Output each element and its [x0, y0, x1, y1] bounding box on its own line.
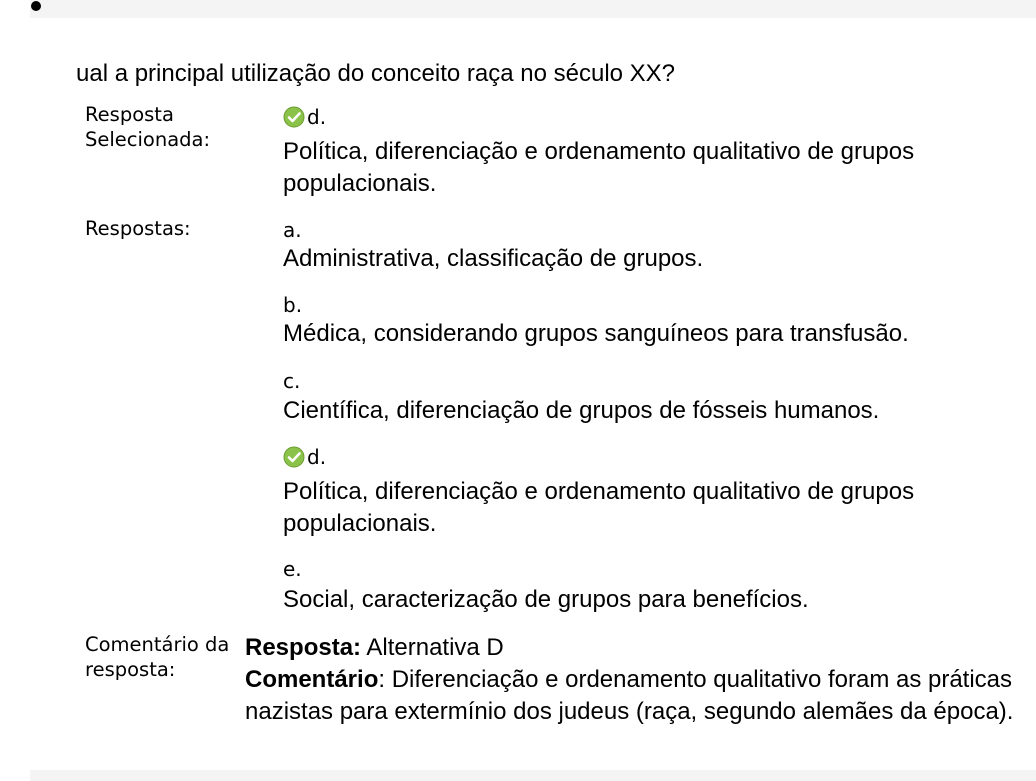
selected-answer-text: Política, diferenciação e ordenamento qualitativo de grupos populacionais. [283, 138, 915, 197]
feedback-answer-value: Alternativa D [361, 634, 504, 661]
answer-a-text: Administrativa, classificação de grupos. [283, 245, 704, 272]
feedback-answer-heading: Resposta: [245, 634, 362, 661]
list-bullet [31, 1, 41, 11]
question-text: ual a principal utilização do conceito raça no século XX? [76, 60, 676, 87]
answer-b-text: Médica, considerando grupos sanguíneos para transfusão. [283, 320, 909, 347]
answer-d-letter-row [283, 446, 326, 468]
feedback-block [245, 632, 1036, 728]
feedback-label: Comentário da resposta: [85, 633, 230, 681]
answer-a-letter: a. [283, 218, 302, 242]
check-circle-icon [283, 106, 305, 128]
feedback-answer-line [245, 632, 1036, 664]
answer-b-letter: b. [283, 293, 303, 317]
answer-e-text: Social, caracterização de grupos para benefícios. [283, 586, 809, 613]
feedback-comment-line [245, 664, 1036, 728]
answer-e-letter: e. [283, 557, 302, 581]
answer-c-letter: c. [283, 369, 301, 393]
answer-d-text: Política, diferenciação e ordenamento qualitativo de grupos populacionais. [283, 478, 915, 537]
answer-d-letter: d. [307, 445, 327, 469]
answer-c-text: Científica, diferenciação de grupos de fósseis humanos. [283, 397, 880, 424]
selected-answer-label: Resposta Selecionada: [85, 103, 211, 151]
selected-answer-letter: d. [307, 105, 327, 129]
feedback-comment-text: : Diferenciação e ordenamento qualitativo foram as práticas nazistas para extermínio dos judeus (raça, segundo alemães da época). [245, 666, 1014, 725]
check-circle-icon [283, 446, 305, 468]
answers-label: Respostas: [85, 217, 191, 240]
selected-answer-letter-row [283, 106, 326, 128]
feedback-comment-heading: Comentário [245, 666, 379, 693]
top-divider-bar [30, 0, 1036, 18]
bottom-divider-bar [30, 770, 1036, 781]
